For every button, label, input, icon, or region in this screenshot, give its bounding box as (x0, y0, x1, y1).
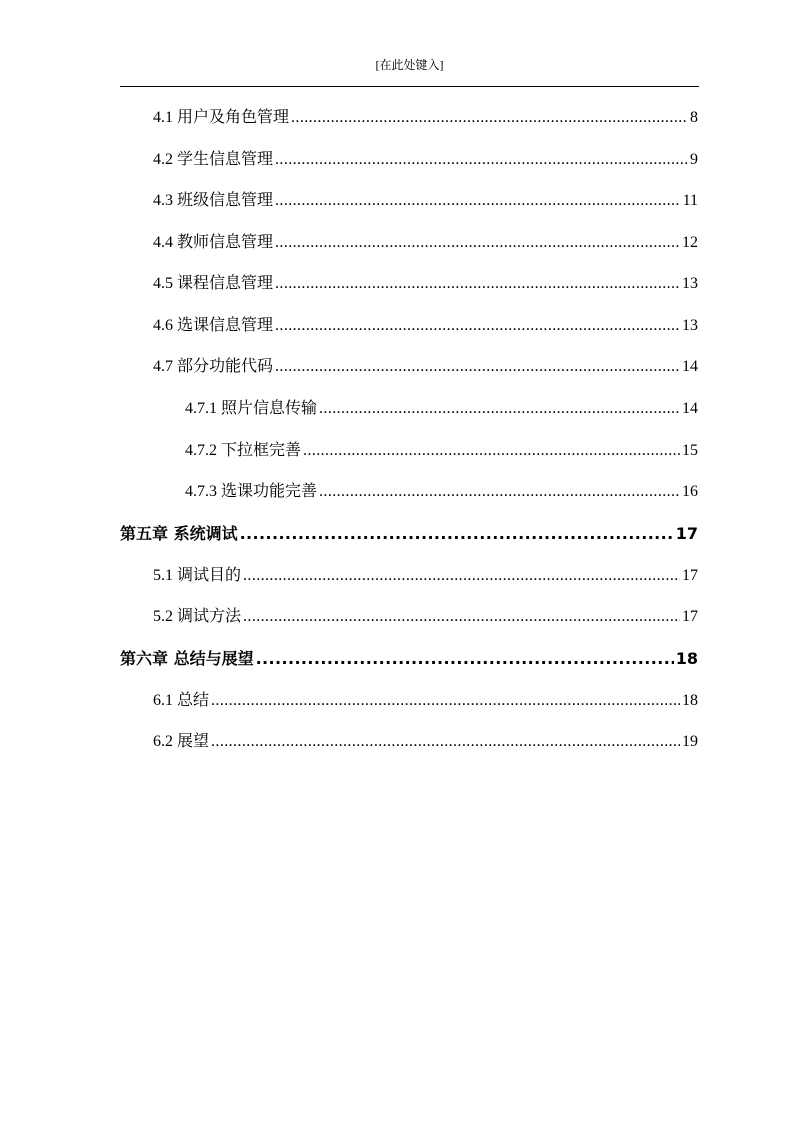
toc-entry-page: 19 (682, 733, 698, 750)
toc-entry-page: 18 (682, 692, 698, 709)
toc-entry[interactable] (153, 272, 698, 294)
page-header: [在此处键入] (375, 58, 444, 72)
toc-entry[interactable] (185, 397, 698, 419)
toc-entry-label: 4.7.3 选课功能完善 (185, 483, 318, 500)
toc-entry[interactable] (153, 689, 698, 711)
toc-dot-leader (211, 732, 680, 752)
toc-chapter-entry[interactable] (120, 522, 698, 544)
toc-dot-leader (240, 524, 674, 544)
toc-entry-label: 4.3 班级信息管理 (153, 192, 274, 209)
toc-dot-leader (275, 150, 688, 170)
toc-entry[interactable] (153, 189, 698, 211)
toc-entry[interactable] (185, 439, 698, 461)
toc-entry-page: 17 (682, 567, 698, 584)
toc-entry[interactable] (153, 106, 698, 128)
toc-entry-label: 4.2 学生信息管理 (153, 151, 274, 168)
toc-entry-label: 第五章 系统调试 (120, 524, 238, 543)
toc-entry-label: 5.1 调试目的 (153, 567, 242, 584)
toc-entry-page: 13 (682, 275, 698, 292)
toc-dot-leader (291, 108, 688, 128)
toc-entry-label: 4.6 选课信息管理 (153, 317, 274, 334)
toc-chapter-entry[interactable] (120, 647, 698, 669)
toc-entry-label: 4.1 用户及角色管理 (153, 109, 290, 126)
toc-dot-leader (319, 482, 680, 502)
toc-dot-leader (303, 441, 680, 461)
header-divider (120, 86, 699, 87)
toc-entry-page: 12 (682, 234, 698, 251)
toc-dot-leader (319, 399, 680, 419)
toc-entry-page: 16 (682, 483, 698, 500)
toc-dot-leader (243, 566, 680, 586)
toc-entry-label: 4.4 教师信息管理 (153, 234, 274, 251)
toc-entry[interactable] (153, 605, 698, 627)
toc-dot-leader (256, 649, 674, 669)
toc-entry[interactable] (153, 231, 698, 253)
toc-entry-page: 11 (682, 192, 698, 209)
toc-entry[interactable] (185, 480, 698, 502)
toc-dot-leader (275, 357, 680, 377)
toc-entry-page: 14 (682, 400, 698, 417)
toc-dot-leader (211, 691, 680, 711)
toc-entry-label: 6.1 总结 (153, 692, 210, 709)
toc-dot-leader (275, 191, 681, 211)
toc-entry-label: 4.7.1 照片信息传输 (185, 400, 318, 417)
toc-entry-label: 4.7.2 下拉框完善 (185, 442, 302, 459)
toc-entry-page: 9 (690, 151, 698, 168)
toc-entry-label: 6.2 展望 (153, 733, 210, 750)
toc-entry[interactable] (153, 564, 698, 586)
toc-entry-label: 第六章 总结与展望 (120, 649, 254, 668)
toc-dot-leader (243, 607, 680, 627)
toc-dot-leader (275, 233, 680, 253)
toc-dot-leader (275, 316, 680, 336)
toc-entry-page: 18 (675, 649, 698, 668)
toc-entry-page: 14 (682, 358, 698, 375)
toc-entry-page: 17 (675, 524, 698, 543)
toc-entry-label: 4.5 课程信息管理 (153, 275, 274, 292)
toc-entry[interactable] (153, 730, 698, 752)
toc-entry-label: 4.7 部分功能代码 (153, 358, 274, 375)
toc-entry[interactable] (153, 148, 698, 170)
toc-entry[interactable] (153, 314, 698, 336)
toc-dot-leader (275, 274, 680, 294)
toc-entry-page: 17 (682, 608, 698, 625)
toc-entry-label: 5.2 调试方法 (153, 608, 242, 625)
toc-entry-page: 8 (690, 109, 698, 126)
toc-entry-page: 13 (682, 317, 698, 334)
toc-entry-page: 15 (682, 442, 698, 459)
toc-entry[interactable] (153, 355, 698, 377)
